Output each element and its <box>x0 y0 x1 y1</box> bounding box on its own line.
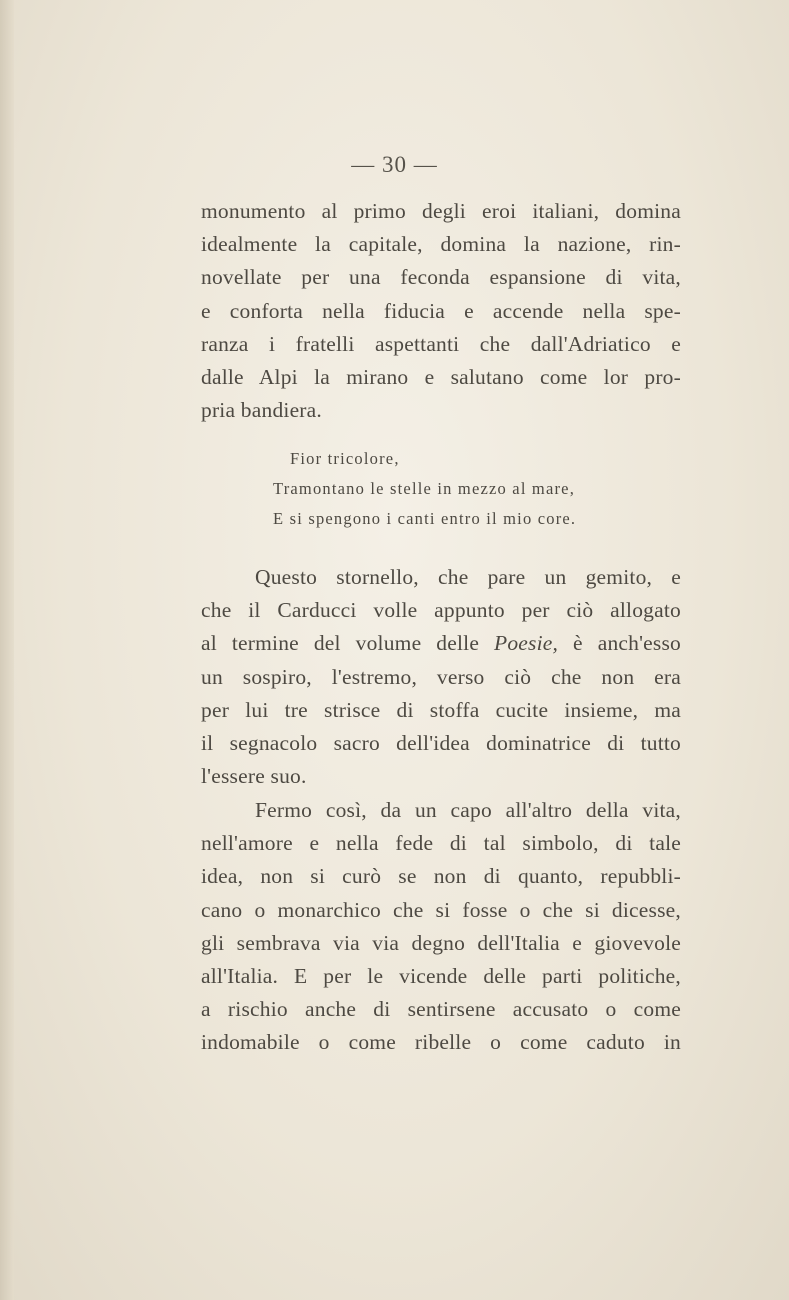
text-line: l'essere suo. <box>201 764 307 789</box>
text-segment: è anch'esso <box>558 631 681 656</box>
verse-quote <box>0 444 789 534</box>
text-line: Fermo così, da un capo all'altro della vita, <box>255 798 681 822</box>
page-number: — 30 — <box>351 152 438 177</box>
text-line: indomabile o come ribelle o come caduto in <box>201 1030 681 1055</box>
text-line: a rischio anche di sentirsene accusato o come <box>201 997 681 1022</box>
text-line: dalle Alpi la mirano e salutano come lor pro- <box>201 365 681 390</box>
text-line: novellate per una feconda espansione di vita, <box>201 265 681 290</box>
page-edge <box>0 0 14 1300</box>
text-line: il segnacolo sacro dell'idea dominatrice di tutto <box>201 731 681 756</box>
text-line-with-title <box>201 627 681 660</box>
verse-line: E si spengono i canti entro il mio core. <box>273 509 577 528</box>
text-line: idea, non si curò se non di quanto, repubbli- <box>201 864 681 889</box>
paragraph-3 <box>201 794 681 1060</box>
text-line: cano o monarchico che si fosse o che si dicesse, <box>201 897 681 922</box>
paragraph-1 <box>201 195 681 427</box>
paragraph-2 <box>201 561 681 793</box>
text-line: pria bandiera. <box>201 398 322 423</box>
text-line: idealmente la capitale, domina la nazione, rin- <box>201 232 681 257</box>
text-segment: al termine del volume delle <box>201 631 494 656</box>
text-line: ranza i fratelli aspettanti che dall'Adriatico e <box>201 331 681 356</box>
text-line: all'Italia. E per le vicende delle parti politiche, <box>201 964 681 989</box>
verse-line: Tramontano le stelle in mezzo al mare, <box>273 479 576 498</box>
text-line: nell'amore e nella fede di tal simbolo, di tale <box>201 831 681 856</box>
text-line: e conforta nella fiducia e accende nella spe- <box>201 298 681 323</box>
text-line: Questo stornello, che pare un gemito, e <box>255 565 681 589</box>
text-line: monumento al primo degli eroi italiani, domina <box>201 199 681 223</box>
text-line: per lui tre strisce di stoffa cucite insieme, ma <box>201 697 681 722</box>
book-title: Poesie, <box>494 631 559 656</box>
text-line: che il Carducci volle appunto per ciò allogato <box>201 598 681 623</box>
verse-line: Fior tricolore, <box>290 449 400 468</box>
text-line: un sospiro, l'estremo, verso ciò che non era <box>201 664 681 689</box>
text-line: gli sembrava via via degno dell'Italia e giovevole <box>201 930 681 955</box>
